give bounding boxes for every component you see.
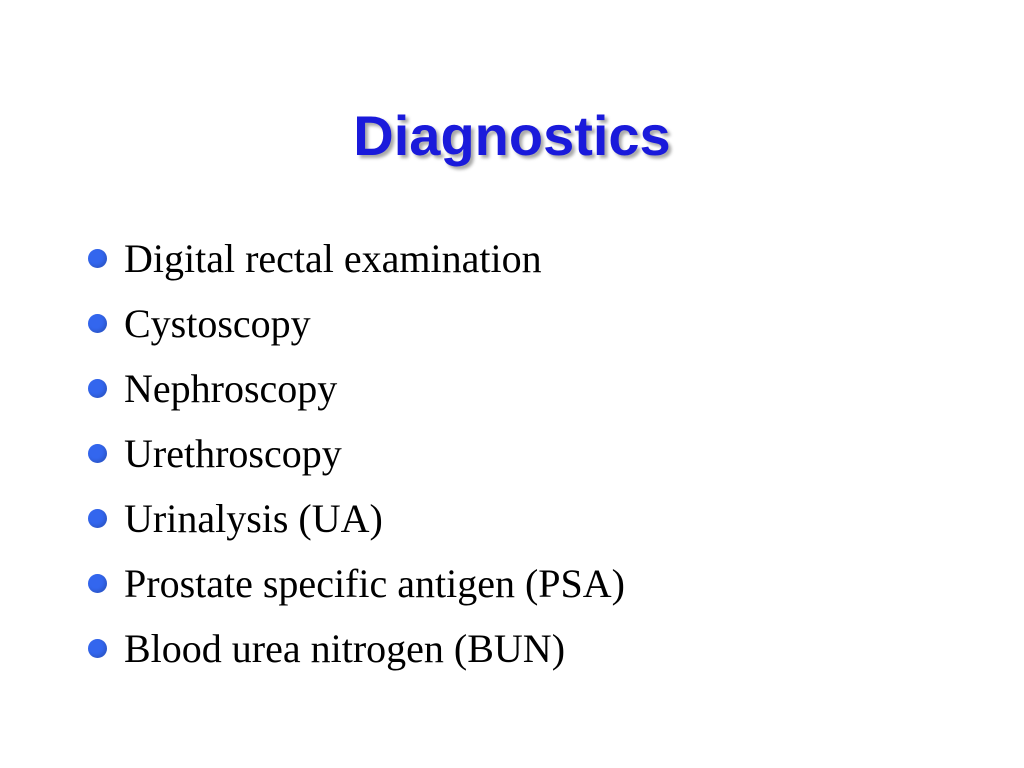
list-item xyxy=(88,551,625,616)
list-item xyxy=(88,226,625,291)
bullet-dot-icon xyxy=(88,379,107,398)
list-item xyxy=(88,616,625,681)
list-item xyxy=(88,421,625,486)
bullet-dot-icon xyxy=(88,574,107,593)
bullet-text: Digital rectal examination xyxy=(124,236,542,281)
list-item xyxy=(88,356,625,421)
bullet-dot-icon xyxy=(88,639,107,658)
slide-title: Diagnostics xyxy=(353,104,671,167)
bullet-text: Urethroscopy xyxy=(124,431,342,476)
bullet-text: Nephroscopy xyxy=(124,366,338,411)
bullet-text: Prostate specific antigen (PSA) xyxy=(124,561,625,606)
bullet-text: Urinalysis (UA) xyxy=(124,496,383,541)
bullet-list xyxy=(88,226,625,681)
bullet-text: Cystoscopy xyxy=(124,301,311,346)
bullet-dot-icon xyxy=(88,509,107,528)
bullet-dot-icon xyxy=(88,249,107,268)
list-item xyxy=(88,291,625,356)
bullet-dot-icon xyxy=(88,444,107,463)
list-item xyxy=(88,486,625,551)
bullet-dot-icon xyxy=(88,314,107,333)
bullet-text: Blood urea nitrogen (BUN) xyxy=(124,626,566,671)
